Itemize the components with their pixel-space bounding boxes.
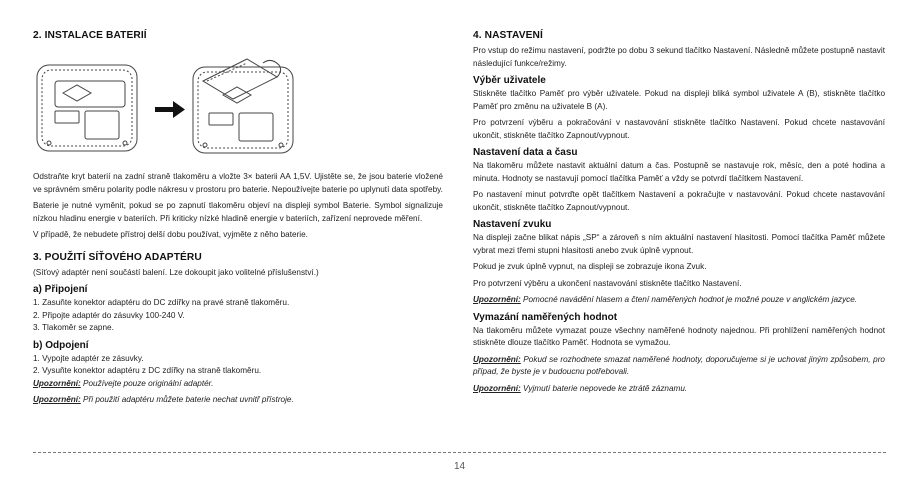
note-text: Používejte pouze originální adaptér. <box>80 378 214 388</box>
delete-title: Vymazání naměřených hodnot <box>473 311 618 323</box>
right-column <box>473 30 885 399</box>
list-item: 1. Zasuňte konektor adaptéru do DC zdířky na pravé straně tlakoměru. <box>33 298 290 307</box>
datetime-text-2: Po nastavení minut potvrďte opět tlačítkem Nastavení a pokračujte v nastavování. Pokud chcete nastavování ukončit, stiskněte tlačítko Zapnout/vypnout. <box>473 190 885 212</box>
note-label: Upozornění: <box>473 383 521 393</box>
disconnect-subtitle: b) Odpojení <box>33 339 89 351</box>
note-label: Upozornění: <box>33 378 81 388</box>
sound-text-2: Pokud je zvuk úplně vypnut, na displeji se zobrazuje ikona Zvuk. <box>473 262 707 271</box>
battery-installation-drawing <box>33 45 433 163</box>
battery-install-text: Odstraňte kryt baterií na zadní straně tlakoměru a vložte 3× baterii AA 1,5V. Ujistěte se, že jsou baterie vložené ve správném směru polarity podle nákresu v prostoru pro baterie. Nepoužívejte baterie po uplynutí data spotřeby. <box>33 172 443 194</box>
note-text: Pomocné navádění hlasem a čtení naměřených hodnot je možné pouze v anglickém jazyce. <box>520 295 858 304</box>
note-text: Vyjmutí baterie nepovede ke ztrátě záznamu. <box>520 383 688 393</box>
list-item: 2. Vysuňte konektor adaptéru z DC zdířky na straně tlakoměru. <box>33 366 262 375</box>
note-label: Upozornění: <box>33 395 81 404</box>
user-select-title: Výběr uživatele <box>473 75 546 86</box>
list-item: 3. Tlakoměr se zapne. <box>33 323 114 332</box>
connect-steps <box>33 297 443 335</box>
battery-illustration <box>33 45 443 163</box>
datetime-text-1: Na tlakoměru můžete nastavit aktuální datum a čas. Postupně se nastavuje rok, měsíc, den a poté hodina a minuta. Hodnoty se nastavují pomocí tlačítka Paměť a vždy se potvrdí tlačítkem Nastavení. <box>473 161 885 183</box>
note-batteries-inside <box>33 394 443 407</box>
settings-intro: Pro vstup do režimu nastavení, podržte po dobu 3 sekund tlačítko Nastavení. Následně můžete postupně nastavit následující funkce/režimy. <box>473 46 885 68</box>
disconnect-steps <box>33 353 443 378</box>
adapter-intro: (Síťový adaptér není součástí balení. Lze dokoupit jako volitelné příslušenství.) <box>33 267 319 277</box>
datetime-title: Nastavení data a času <box>473 147 578 158</box>
note-text: Pokud se rozhodnete smazat naměřené hodnoty, doporučujeme si je uchovat jiným způsobem, pro případ, že byste je v budoucnu potřebovali. <box>473 354 885 376</box>
note-backup <box>473 354 885 379</box>
user-select-text-1: Stiskněte tlačítko Paměť pro výběr uživatele. Pokud na displeji bliká symbol uživatele A (B), stiskněte tlačítko Paměť pro změnu na uživatele B (A). <box>473 89 885 111</box>
battery-replace-text: Baterie je nutné vyměnit, pokud se po zapnutí tlakoměru objeví na displeji symbol Baterie. Symbol signalizuje nízkou hladinu energie v bateriích. Při kriticky nízké hladině energie v bateriích, zařízení neprovede měření. <box>33 201 443 223</box>
left-column <box>33 30 443 411</box>
page-number: 14 <box>453 461 466 472</box>
battery-remove-text: V případě, že nebudete přístroj delší dobu používat, vyjměte z něho baterie. <box>33 230 308 239</box>
footer-divider <box>33 452 886 453</box>
note-battery-removal <box>473 383 885 396</box>
note-voice-english <box>473 294 885 307</box>
section-3-title: 3. POUŽITÍ SÍŤOVÉHO ADAPTÉRU <box>33 251 202 263</box>
sound-text-1: Na displeji začne blikat nápis „SP“ a zároveň s ním aktuální nastavení hlasitosti. Pomocí tlačítka Paměť můžete vybrat mezi třemi stupni hlasitosti anebo zvuk úplně vypnout. <box>473 233 885 255</box>
sound-title: Nastavení zvuku <box>473 219 552 230</box>
user-select-text-2: Pro potvrzení výběru a pokračování v nastavování stiskněte tlačítko Nastavení. Pokud chcete nastavování ukončit, stiskněte tlačítko Zapnout/vypnout. <box>473 118 885 140</box>
note-label: Upozornění: <box>473 354 521 364</box>
list-item: 2. Připojte adaptér do zásuvky 100-240 V. <box>33 310 185 320</box>
list-item: 1. Vypojte adaptér ze zásuvky. <box>33 353 144 363</box>
sound-text-3: Pro potvrzení výběru a ukončení nastavování stiskněte tlačítko Nastavení. <box>473 278 742 288</box>
connect-subtitle: a) Připojení <box>33 284 88 295</box>
note-original-adapter <box>33 378 443 391</box>
section-4-title: 4. NASTAVENÍ <box>473 30 543 41</box>
note-label: Upozornění: <box>473 295 521 304</box>
arrow-right-icon <box>155 101 185 118</box>
delete-text: Na tlakoměru můžete vymazat pouze všechny naměřené hodnoty najednou. Při prohlížení naměřených hodnot stiskněte dlouze tlačítko Paměť. Hodnota se vymažou. <box>473 325 885 347</box>
section-2-title: 2. INSTALACE BATERIÍ <box>33 30 147 41</box>
note-text: Při použití adaptéru můžete baterie nechat uvnitř přístroje. <box>80 395 294 404</box>
